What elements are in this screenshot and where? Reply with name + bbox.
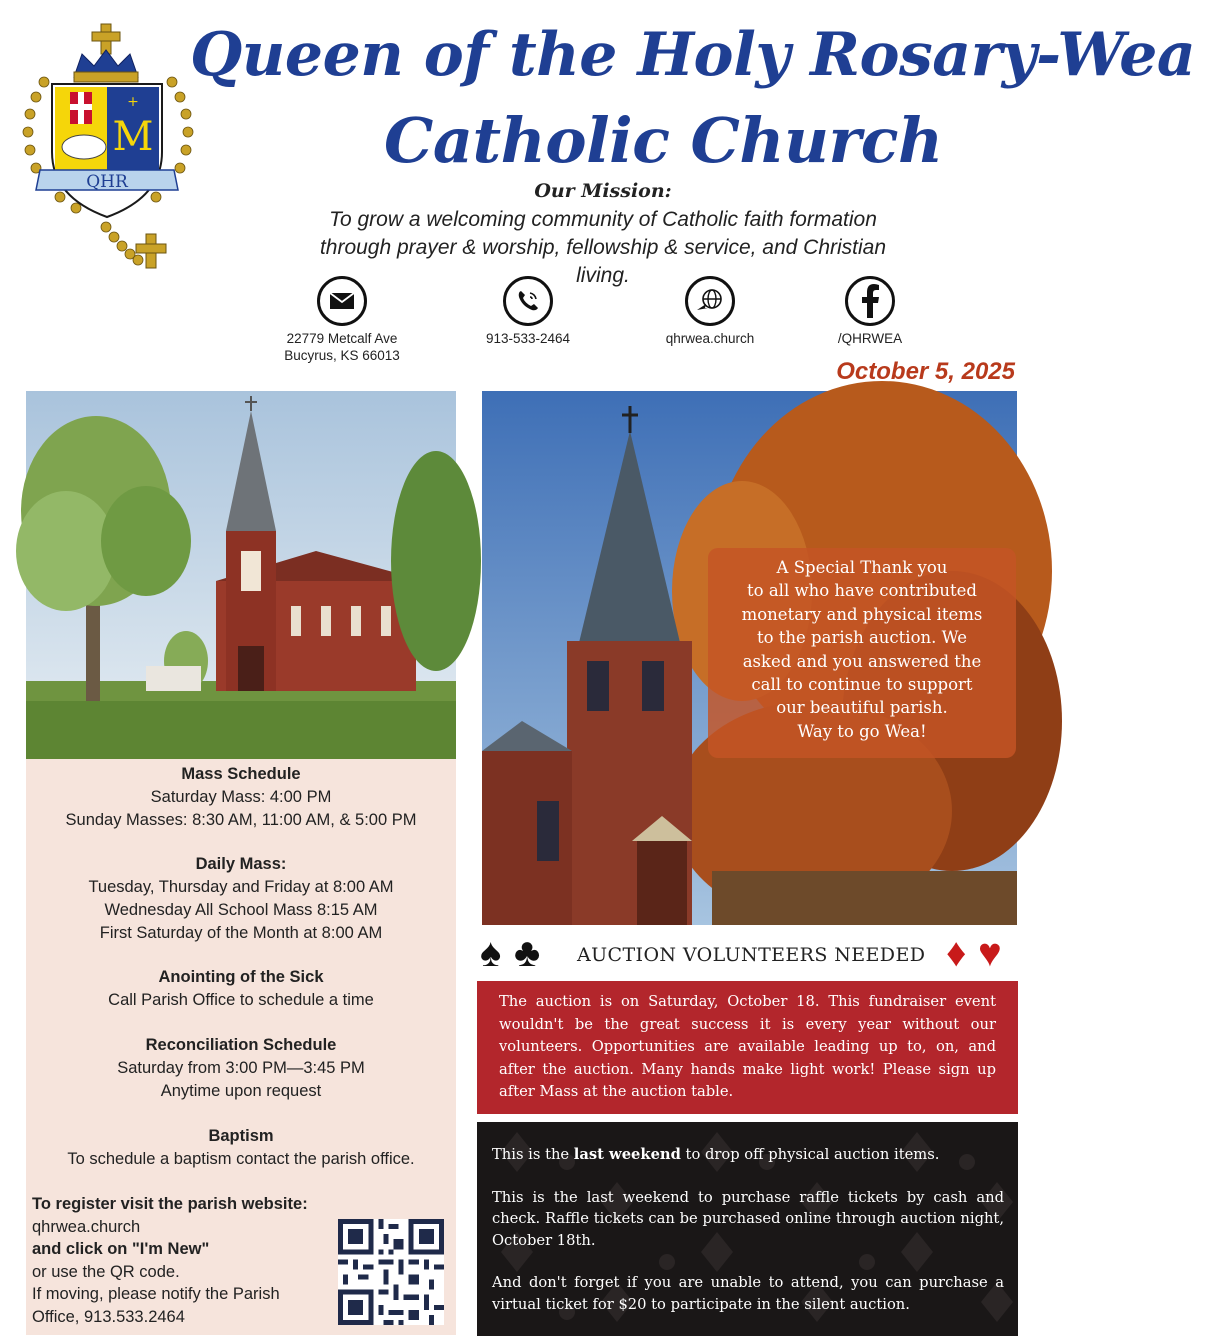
contact-facebook[interactable] xyxy=(790,276,950,347)
register-heading: To register visit the parish website: xyxy=(32,1195,308,1213)
reconciliation-line-1: Saturday from 3:00 PM—3:45 PM xyxy=(117,1059,365,1077)
svg-text:+: + xyxy=(127,94,139,110)
parish-crest-logo xyxy=(22,22,192,272)
club-icon: ♣ xyxy=(514,931,541,975)
phone-number: 913-533-2464 xyxy=(485,331,571,346)
thanks-line-8: Way to go Wea! xyxy=(797,721,927,741)
thanks-line-4: to the parish auction. We xyxy=(756,628,968,648)
thanks-line-7: our beautiful parish. xyxy=(776,698,948,718)
logo-banner-text: QHR xyxy=(86,172,128,192)
thanks-line-5: asked and you answered the xyxy=(742,651,982,671)
register-moving-line-2: Office, 913.533.2464 xyxy=(32,1307,185,1326)
mission-line-2: through prayer & worship, fellowship & service, and Christian living. xyxy=(319,236,887,287)
thanks-line-1: A Special Thank you xyxy=(776,558,948,577)
anointing-section xyxy=(26,966,456,1012)
last-weekend-dropoff xyxy=(492,1144,1004,1166)
contact-website[interactable] xyxy=(630,276,790,347)
envelope-icon xyxy=(317,276,367,326)
daily-mass-section xyxy=(26,853,456,945)
auction-reminders-text xyxy=(492,1144,1004,1336)
volunteer-info-box xyxy=(477,981,1018,1114)
daily-mass-line-2: Wednesday All School Mass 8:15 AM xyxy=(104,901,378,919)
thanks-line-6: call to continue to support xyxy=(751,675,973,695)
baptism-section xyxy=(26,1125,456,1171)
thanks-line-2: to all who have contributed xyxy=(747,581,977,601)
volunteer-text: The auction is on Saturday, October 18. This fundraiser event wouldn't be the great success it is every year without our volunteers. Opportunities are available leading up to, on, and after the auction. Many hands make light work! Please sign up after Mass at the auction table. xyxy=(499,993,996,1101)
bulletin-date: October 5, 2025 xyxy=(836,358,1015,385)
mission-line-1: To grow a welcoming community of Catholic faith formation xyxy=(329,208,877,231)
contact-phone[interactable] xyxy=(448,276,608,347)
church-painting-image xyxy=(26,391,456,759)
daily-mass-line-1: Tuesday, Thursday and Friday at 8:00 AM xyxy=(88,878,394,896)
register-qr-line: or use the QR code. xyxy=(32,1262,180,1281)
register-moving-line-1: If moving, please notify the Parish xyxy=(32,1285,280,1303)
virtual-ticket-info: And don't forget if you are unable to attend, you can purchase a virtual ticket for $20 to participate in the silent auction. xyxy=(492,1274,1004,1313)
dropoff-text-start: This is the xyxy=(492,1146,574,1163)
logo-letter: M xyxy=(112,114,154,160)
phone-icon xyxy=(503,276,553,326)
daily-mass-line-3: First Saturday of the Month at 8:00 AM xyxy=(99,924,383,942)
spade-icon: ♠ xyxy=(480,931,502,975)
raffle-tickets-info: This is the last weekend to purchase raffle tickets by cash and check. Raffle tickets can be purchased online through auction night, October 18th. xyxy=(492,1188,1004,1249)
mass-schedule-section xyxy=(26,763,456,832)
mission-heading: Our Mission: xyxy=(534,180,672,202)
daily-mass-heading: Daily Mass: xyxy=(195,855,287,873)
reconciliation-section xyxy=(26,1034,456,1103)
baptism-line: To schedule a baptism contact the parish office. xyxy=(67,1150,415,1168)
register-website[interactable]: qhrwea.church xyxy=(32,1217,141,1236)
qr-code-image[interactable] xyxy=(338,1219,444,1325)
anointing-line: Call Parish Office to schedule a time xyxy=(108,991,374,1009)
diamond-icon: ♦ xyxy=(946,931,967,975)
globe-icon xyxy=(685,276,735,326)
registration-section xyxy=(32,1193,332,1328)
website-url: qhrwea.church xyxy=(665,331,755,346)
mass-saturday: Saturday Mass: 4:00 PM xyxy=(150,788,332,806)
thanks-line-3: monetary and physical items xyxy=(741,604,983,624)
contact-address xyxy=(262,276,422,364)
address-line-2: Bucyrus, KS 66013 xyxy=(284,348,400,363)
auction-reminders-box xyxy=(477,1122,1018,1336)
facebook-icon xyxy=(845,276,895,326)
dropoff-text-bold: last weekend xyxy=(573,1146,681,1163)
dropoff-text-end: to drop off physical auction items. xyxy=(680,1146,940,1163)
address-line-1: 22779 Metcalf Ave xyxy=(286,331,398,346)
schedule-panel xyxy=(26,759,456,1335)
register-click-instruction: and click on "I'm New" xyxy=(32,1240,210,1258)
reconciliation-heading: Reconciliation Schedule xyxy=(145,1036,337,1054)
heart-icon: ♥ xyxy=(978,931,1002,975)
mass-sunday: Sunday Masses: 8:30 AM, 11:00 AM, & 5:00 PM xyxy=(65,811,417,829)
facebook-handle: /QHRWEA xyxy=(837,331,903,346)
mass-schedule-heading: Mass Schedule xyxy=(181,765,301,783)
church-title-line-2: Catholic Church xyxy=(384,104,943,177)
baptism-heading: Baptism xyxy=(208,1127,274,1145)
anointing-heading: Anointing of the Sick xyxy=(158,968,324,986)
thank-you-message xyxy=(708,548,1016,758)
reconciliation-line-2: Anytime upon request xyxy=(160,1082,322,1100)
church-title-line-1: Queen of the Holy Rosary-Wea xyxy=(190,20,1196,90)
auction-volunteers-heading: AUCTION VOLUNTEERS NEEDED xyxy=(577,944,926,966)
